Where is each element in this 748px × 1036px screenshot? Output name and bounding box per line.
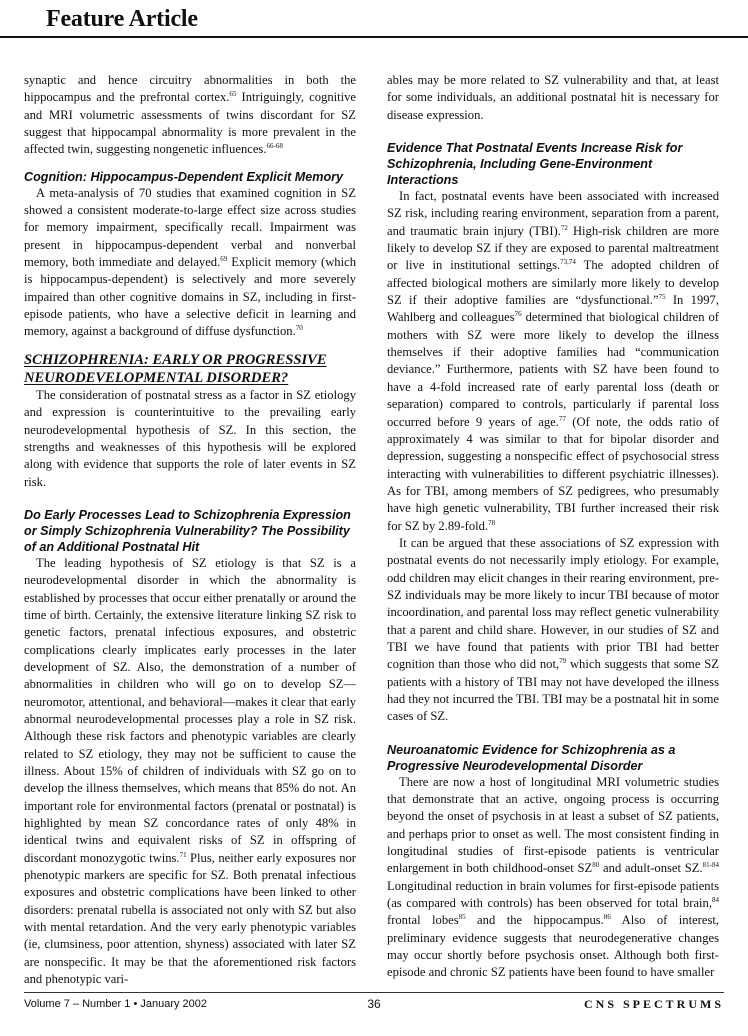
reference-mark: 70 (295, 324, 303, 333)
reference-mark: 78 (488, 518, 496, 527)
subheading: Cognition: Hippocampus-Dependent Explicit Memory (24, 169, 344, 184)
right-column (387, 72, 720, 980)
section-heading: SCHIZOPHRENIA: EARLY OR PROGRESSIVE NEURODEVELOPMENTAL DISORDER? (24, 351, 327, 386)
reference-mark: 85 (458, 913, 466, 922)
paragraph: The consideration of postnatal stress as a factor in SZ etiology and expression is counterintuitive to the prevailing early neurodevelopmental hypothesis of SZ. In this section, the strengths and weaknesses of this hypothesis will be explored along with evidence that supports the role of later events in SZ risk. (24, 387, 356, 489)
paragraph: synaptic and hence circuitry abnormalities in both the hippocampus and the prefrontal cortex.$^{65}$ Intriguingly, cognitive and MRI volumetric assessments of twins discordant for SZ suggest that hippocampal abnormality is more prevalent in the affected twin, suggesting nongenetic influences.$^{66-68}$ (24, 73, 356, 157)
reference-mark: 76 (514, 310, 522, 319)
reference-mark: 65 (229, 90, 237, 99)
reference-mark: 75 (658, 293, 666, 302)
reference-mark: 71 (179, 850, 187, 859)
reference-mark: 86 (603, 913, 611, 922)
subheading: Do Early Processes Lead to Schizophrenia Expression or Simply Schizophrenia Vulnerability? The Possibility of an Additional Postnatal Hit (24, 507, 351, 554)
subheading: Neuroanatomic Evidence for Schizophrenia as a Progressive Neurodevelopmental Disorder (387, 742, 676, 773)
page-header (0, 0, 748, 42)
reference-mark: 77 (558, 414, 566, 423)
reference-mark: 69 (220, 255, 228, 264)
footer-rule (24, 992, 724, 993)
paragraph: There are now a host of longitudinal MRI volumetric studies that demonstrate that an active, ongoing process is occurring beyond the onset of psychosis in at least a subset of SZ patients, and perhaps prior to onset as well. The most consistent finding in longitudinal studies of first-episode patients is ventricular enlargement in both childhood-onset SZ$^{80}$ and adult-onset SZ.$^{81-84}$ Longitudinal reduction in brain volumes for first-episode patients (as compared with controls) has been observed for total brain,$^{84}$ frontal lobes$^{85}$ and the hippocampus.$^{86}$ Also of interest, preliminary evidence suggests that neurodegenerative changes may occur shortly before psychosis onset. Although both first-episode and chronic SZ patients have been found to have smaller (387, 774, 719, 980)
paragraph: The leading hypothesis of SZ etiology is that SZ is a neurodevelopmental disorder in which the abnormality is established by processes that occur either prenatally or around the time of birth. Certainly, the extensive literature linking SZ risk to genetic factors, prenatal infectious exposures, and obstetric complications clearly implicates early processes in the later development of SZ. Also, the demonstration of a number of abnormalities in children who will go on to develop SZ—neuromotor, attentional, and behavioral—makes it clear that early abnormal neurodevelopmental processes play a role in SZ risk. Although these risk factors and phenotypic variables are clearly related to SZ etiology, they may not be sufficient to cause the illness. About 15% of children of individuals with SZ go on to develop the illness themselves, which means that 85% do not. An important role for environmental factors (prenatal or postnatal) is highlighted by mean SZ concordance rates of only 48% in identical twins and equivalent risks of SZ in offspring of discordant monozygotic twins.$^{71}$ Plus, neither early exposures nor phenotypic markers are specific for SZ. Both prenatal infectious exposures and obstetric complications have been linked to other disorders: prenatal rubella is associated not only with SZ but also with mental retardation. And the very early phenotypic variables (ie, clumsiness, poor attention, shyness) associated with later SZ are nonspecific. It may be that the aforementioned risk factors and phenotypic vari- (24, 555, 356, 987)
journal-name: CNS SPECTRUMS (583, 997, 724, 1011)
page-number: 36 (367, 997, 381, 1011)
reference-mark: 79 (559, 657, 567, 666)
paragraph: In fact, postnatal events have been associated with increased SZ risk, including rearing environment, separation from a parent, and traumatic brain injury (TBI).$^{72}$ High-risk children are more likely to develop SZ if they are exposed to parental maltreatment or live in institutional settings.$^{73,74}$ The adopted children of affected biological mothers are similarly more likely to develop SZ if their adoptive families are “dysfunctional.”$^{75}$ In 1997, Wahlberg and colleagues$^{76}$ determined that biological children of mothers with SZ were more likely to develop the illness themselves if their adoptive families had “communication deviance.” Furthermore, patients with SZ have been found to have a 4-fold increased rate of early parental loss (death or separation) compared to controls, particularly if parental loss occurred before 9 years of age.$^{77}$ (Of note, the odds ratio of approximately 4 was similar to that for bipolar disorder and depression, suggesting a nonspecific effect of psychosocial stress interacting with vulnerabilities to different psychiatric illnesses). As for TBI, among members of SZ pedigrees, who presumably have high genetic vulnerability, TBI further increased their risk for SZ by 2.89-fold.$^{78}$ (387, 189, 720, 533)
left-column (24, 72, 356, 987)
reference-mark: 72 (560, 223, 568, 232)
reference-mark: 84 (712, 896, 719, 905)
reference-mark: 73,74 (560, 258, 576, 267)
page-footer (0, 992, 748, 1036)
section-title: Feature Article (46, 6, 198, 32)
subheading: Evidence That Postnatal Events Increase Risk for Schizophrenia, Including Gene-Environment Interactions (387, 141, 683, 188)
paragraph: ables may be more related to SZ vulnerability and that, at least for some individuals, an additional postnatal hit is necessary for disease expression. (387, 73, 719, 122)
issue-info: Volume 7 – Number 1 • January 2002 (24, 998, 208, 1010)
reference-mark: 66-68 (266, 142, 283, 151)
paragraph: A meta-analysis of 70 studies that examined cognition in SZ showed a consistent moderate-to-large effect size across studies for memory impairment, specifically recall. Impairment was present in hippocampus-dependent verbal and nonverbal memory, both immediate and delayed.$^{69}$ Explicit memory (which is hippocampus-dependent) is selectively and more severely impaired than other cognitive domains in SZ, including in first-episode patients, who have a selective deficit in learning and memory, against a background of diffuse dysfunction.$^{70}$ (24, 185, 356, 339)
header-rule (0, 36, 748, 38)
reference-mark: 81-84 (702, 861, 719, 870)
reference-mark: 80 (592, 861, 600, 870)
paragraph: It can be argued that these associations of SZ expression with postnatal events do not necessarily imply etiology. For example, odd children may elicit changes in their rearing environment, pre-SZ individuals may be more likely to incur TBI because of motor incoordination, and parental loss may reflect genetic vulnerability that a parent and child share. However, in our studies of SZ and TBI we have found that patients with prior TBI had better cognition than those who did not,$^{79}$ which suggests that some SZ patients with a history of TBI may not have developed the illness had they not incurred the TBI. TBI may be a postnatal hit in some cases of SZ. (387, 535, 719, 724)
